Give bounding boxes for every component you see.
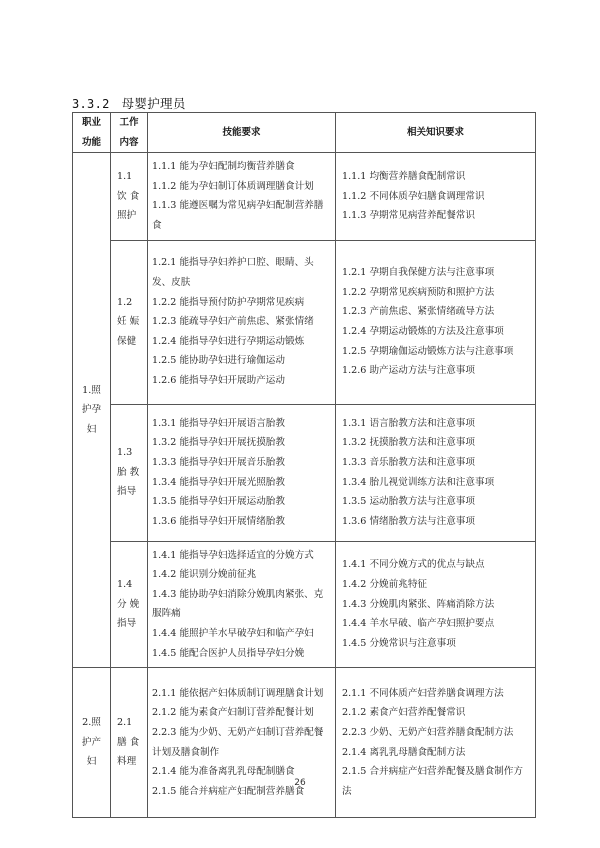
skill-item: 1.2.5 能协助孕妇进行瑜伽运动 (152, 355, 285, 367)
knowledge-item: 1.3.4 胎儿视觉训练方法和注意事项 (342, 476, 495, 488)
function-cell (73, 153, 111, 668)
function-text: 妇 (86, 423, 97, 435)
knowledge-requirement-cell (336, 668, 536, 818)
skill-item: 2.1.5 能合并病症产妇配制营养膳食 (152, 785, 305, 797)
function-cell (73, 668, 111, 818)
skill-item: 1.2.3 能疏导孕妇产前焦虑、紧张情绪 (152, 316, 314, 328)
header-work-line: 内容 (119, 136, 139, 148)
skill-item: 1.4.3 能协助孕妇消除分娩肌肉紧张、克服阵痛 (152, 588, 324, 620)
work-content-text: 1.2 (117, 296, 133, 308)
table-row (73, 668, 536, 818)
skill-item: 1.3.2 能指导孕妇开展抚摸胎教 (152, 437, 285, 449)
knowledge-item: 2.2.3 少奶、无奶产妇营养膳食配制方法 (342, 727, 514, 739)
skill-requirement-cell (148, 668, 336, 818)
knowledge-item: 1.4.1 不同分娩方式的优点与缺点 (342, 559, 485, 571)
knowledge-requirement-cell (336, 541, 536, 668)
knowledge-item: 1.2.1 孕期自我保健方法与注意事项 (342, 267, 495, 279)
header-function (73, 113, 111, 153)
header-skill: 技能要求 (148, 113, 336, 153)
skill-requirement-cell (148, 153, 336, 240)
knowledge-item: 2.1.2 素食产妇营养配餐常识 (342, 707, 466, 719)
work-content-text: 饮 食 (117, 190, 140, 202)
skill-item: 1.4.5 能配合医护人员指导孕妇分娩 (152, 647, 305, 659)
knowledge-item: 1.1.3 孕期常见病营养配餐常识 (342, 210, 475, 222)
knowledge-item: 1.2.2 孕期常见疾病预防和照护方法 (342, 286, 495, 298)
skill-item: 1.1.2 能为孕妇制订体质调理膳食计划 (152, 180, 314, 192)
header-function-line: 功能 (81, 136, 101, 148)
work-content-text: 指导 (117, 486, 137, 498)
header-work-line: 工作 (119, 117, 139, 128)
skill-item: 1.1.3 能遵医嘱为常见病孕妇配制营养膳食 (152, 200, 324, 231)
section-number: 3.3.2 (72, 97, 110, 111)
skill-item: 1.4.4 能照护羊水早破孕妇和临产孕妇 (152, 627, 314, 639)
work-content-cell (111, 153, 148, 240)
knowledge-item: 1.2.6 助产运动方法与注意事项 (342, 365, 475, 377)
page-number: 26 (294, 778, 306, 788)
knowledge-item: 1.4.3 分娩肌肉紧张、阵痛消除方法 (342, 598, 495, 610)
knowledge-item: 1.4.5 分娩常识与注意事项 (342, 637, 456, 649)
knowledge-requirement-cell (336, 240, 536, 404)
skill-item: 1.2.1 能指导孕妇养护口腔、眼睛、头发、皮肤 (152, 257, 314, 289)
skill-item: 2.1.1 能依据产妇体质制订调理膳食计划 (152, 687, 324, 699)
work-content-text: 1.4 (117, 578, 133, 590)
skill-item: 1.3.4 能指导孕妇开展光照胎教 (152, 476, 285, 488)
section-title (72, 94, 186, 112)
work-content-cell (111, 541, 148, 668)
function-text: 护产 (81, 736, 102, 748)
work-content-cell (111, 668, 148, 818)
work-content-text: 料理 (117, 756, 137, 768)
knowledge-item: 2.1.4 离乳乳母膳食配制方法 (342, 746, 466, 758)
skill-item: 1.4.1 能指导孕妇选择适宜的分娩方式 (152, 549, 314, 561)
knowledge-item: 1.1.2 不同体质孕妇膳食调理常识 (342, 190, 485, 202)
knowledge-item: 1.2.5 孕期瑜伽运动锻炼方法与注意事项 (342, 345, 514, 357)
knowledge-item: 1.2.4 孕期运动锻炼的方法及注意事项 (342, 326, 504, 338)
header-knowledge: 相关知识要求 (336, 113, 536, 153)
knowledge-item: 1.3.2 抚摸胎教方法和注意事项 (342, 437, 475, 449)
skill-item: 1.3.5 能指导孕妇开展运动胎教 (152, 496, 285, 508)
skill-requirement-cell (148, 404, 336, 541)
function-text: 2.照 (82, 717, 101, 729)
skill-item: 1.2.4 能指导孕妇进行孕期运动锻炼 (152, 335, 305, 347)
knowledge-item: 1.3.3 音乐胎教方法和注意事项 (342, 456, 475, 468)
knowledge-requirement-cell (336, 153, 536, 240)
work-content-text: 分 娩 (117, 598, 140, 610)
knowledge-item: 2.1.5 合并病症产妇营养配餐及膳食制作方法 (342, 766, 523, 797)
table-row (73, 541, 536, 668)
work-content-text: 照护 (117, 210, 137, 222)
skill-item: 1.4.2 能识别分娩前征兆 (152, 569, 257, 581)
knowledge-item: 1.1.1 均衡营养膳食配制常识 (342, 170, 466, 182)
function-text: 护孕 (81, 404, 102, 416)
knowledge-item: 1.4.4 羊水早破、临产孕妇照护要点 (342, 618, 495, 630)
skill-item: 2.1.4 能为准备离乳乳母配制膳食 (152, 766, 295, 778)
work-content-text: 胎 教 (117, 466, 140, 478)
work-content-text: 1.1 (117, 170, 133, 182)
skill-item: 1.3.3 能指导孕妇开展音乐胎教 (152, 456, 285, 468)
table-row (73, 240, 536, 404)
function-text: 1.照 (82, 384, 101, 396)
skill-requirement-cell (148, 240, 336, 404)
work-content-text: 2.1 (117, 717, 133, 729)
knowledge-item: 1.3.1 语言胎教方法和注意事项 (342, 417, 475, 429)
header-function-line: 职业 (81, 117, 101, 128)
skill-item: 2.2.3 能为少奶、无奶产妇制订营养配餐计划及膳食制作 (152, 727, 324, 758)
work-content-text: 指导 (117, 618, 137, 630)
skill-item: 1.1.1 能为孕妇配制均衡营养膳食 (152, 161, 295, 173)
skill-item: 1.2.2 能指导预付防护孕期常见疾病 (152, 296, 305, 308)
skill-item: 2.1.2 能为素食产妇制订营养配餐计划 (152, 707, 314, 719)
competency-table (72, 112, 536, 818)
skill-requirement-cell (148, 541, 336, 668)
work-content-text: 妊 娠 (117, 316, 140, 328)
skill-item: 1.3.1 能指导孕妇开展语言胎教 (152, 417, 285, 429)
skill-item: 1.2.6 能指导孕妇开展助产运动 (152, 375, 285, 387)
work-content-text: 膳 食 (117, 736, 140, 748)
knowledge-item: 2.1.1 不同体质产妇营养膳食调理方法 (342, 687, 504, 699)
table-header-row (73, 113, 536, 153)
knowledge-item: 1.2.3 产前焦虑、紧张情绪疏导方法 (342, 306, 495, 318)
work-content-cell (111, 240, 148, 404)
knowledge-item: 1.4.2 分娩前兆特征 (342, 578, 428, 590)
work-content-cell (111, 404, 148, 541)
function-text: 妇 (86, 756, 97, 768)
table-row (73, 153, 536, 240)
work-content-text: 1.3 (117, 447, 133, 459)
header-work (111, 113, 148, 153)
knowledge-item: 1.3.6 情绪胎教方法与注意事项 (342, 515, 475, 527)
section-heading: 母婴护理员 (121, 96, 186, 111)
work-content-text: 保健 (117, 335, 137, 347)
knowledge-item: 1.3.5 运动胎教方法与注意事项 (342, 496, 475, 508)
table-row (73, 404, 536, 541)
skill-item: 1.3.6 能指导孕妇开展情绪胎教 (152, 515, 285, 527)
knowledge-requirement-cell (336, 404, 536, 541)
